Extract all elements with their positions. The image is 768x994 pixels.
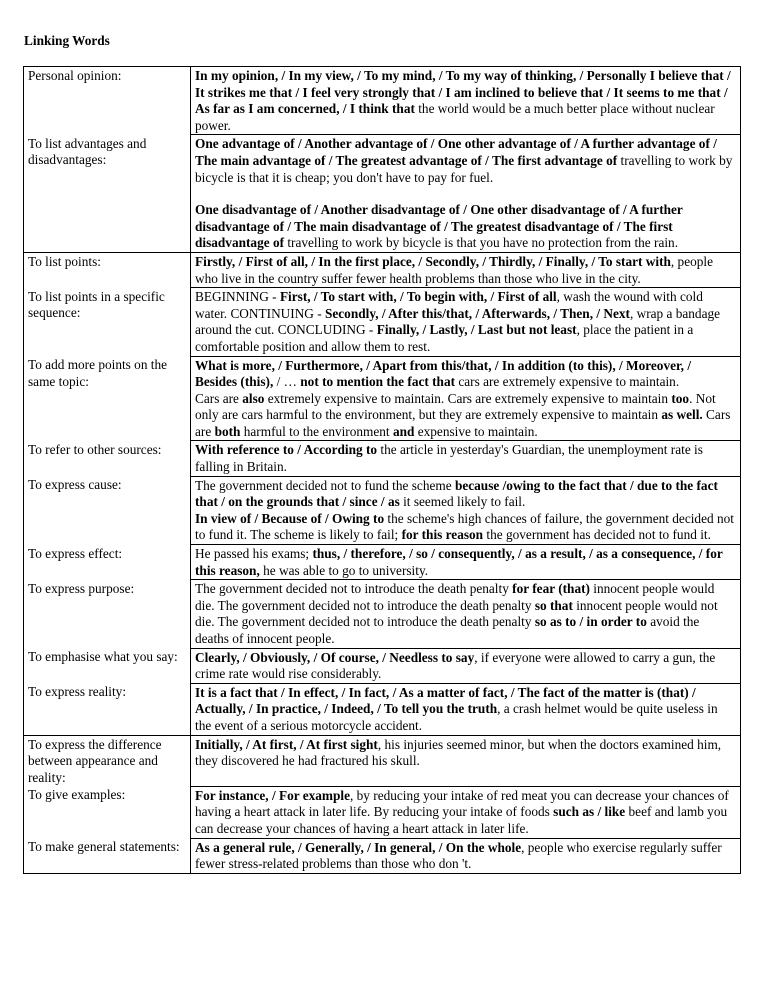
row-label-cell (24, 441, 191, 476)
example-text: expensive to maintain. (414, 423, 538, 439)
linking-phrase: It is a fact that / In effect, / In fact, / As a matter of fact, / The fact of the matter is (that) / Actually, / In practice, / Indeed, / To tell you the truth (195, 684, 696, 717)
linking-phrase: Secondly, / After this/that, / Afterwards, / Then, / Next (324, 305, 630, 321)
row-label-cell (24, 580, 191, 648)
table-row (24, 735, 741, 786)
row-label: Personal opinion: (28, 68, 122, 83)
example-text: , his injuries seemed minor, but when the doctors examined him, they discovered he had fractured his skull. (195, 736, 722, 769)
row-label-cell (24, 356, 191, 441)
row-label-cell (24, 288, 191, 356)
row-content-cell (191, 786, 741, 838)
example-text: , people who live in the country suffer fewer health problems than those who live in the city. (195, 253, 713, 286)
example-text: , a crash helmet would be quite useless in the event of a serious motorcycle accident. (195, 701, 718, 733)
table-row (24, 356, 741, 441)
row-label: To refer to other sources: (28, 441, 162, 457)
row-label-cell (24, 67, 191, 135)
row-label: To list points: (28, 253, 101, 269)
example-text: travelling to work by bicycle is that it is cheap; you don't have to pay for fuel. (195, 152, 733, 185)
row-label: To express reality: (28, 684, 127, 700)
row-content-cell (191, 67, 741, 135)
row-content-cell (191, 683, 741, 735)
table-row (24, 441, 741, 476)
row-example (195, 581, 736, 647)
row-example (195, 737, 736, 770)
linking-phrase: What is more, / Furthermore, / Apart from this/that, / In addition (to this), / Moreover, / Besides (this), (195, 357, 692, 390)
example-text: , wash the wound with cold water. CONTINUING - (195, 289, 703, 321)
linking-phrase: because /owing to the fact that / due to the fact that / on the grounds that / since / as (195, 477, 718, 510)
linking-phrase: Initially, / At first, / At first sight (195, 736, 378, 752)
table-row (24, 476, 741, 544)
linking-phrase: With reference to / According to (195, 442, 378, 458)
row-label: To list advantages and disadvantages: (28, 135, 147, 168)
row-content-cell (191, 545, 741, 580)
linking-phrase: Finally, / Lastly, / Last but not least (376, 322, 577, 338)
row-label: To make general statements: (28, 839, 180, 855)
linking-phrase: Clearly, / Obviously, / Of course, / Needless to say (195, 649, 475, 665)
page-title: Linking Words (24, 33, 110, 48)
row-label: To express effect: (28, 545, 123, 561)
row-content-cell (191, 580, 741, 648)
example-text: innocent people would not die. The government decided not to introduce the death penalty (195, 597, 718, 630)
row-label: To emphasise what you say: (28, 649, 178, 665)
table-row (24, 786, 741, 838)
row-label: To express purpose: (28, 580, 135, 596)
example-text: , by reducing your intake of red meat you can decrease your chances of having a heart attack in later life. By reducing your intake of foods (195, 787, 729, 820)
row-label-cell (24, 735, 191, 786)
row-example (195, 68, 736, 134)
row-content-cell (191, 648, 741, 683)
row-example (195, 546, 736, 579)
linking-phrase: as well. (661, 407, 703, 423)
row-content-cell (191, 135, 741, 253)
example-text: . Not only are cars harmful to the environment, but they are extremely expensive to maintain (195, 390, 716, 423)
row-example (195, 136, 736, 186)
example-text: he was able to go to university. (259, 562, 429, 578)
row-label: To express cause: (28, 477, 122, 493)
row-label: To list points in a specific sequence: (28, 288, 165, 321)
row-example (195, 685, 736, 735)
table-row (24, 252, 741, 287)
row-content-cell (191, 441, 741, 476)
table-row (24, 648, 741, 683)
row-example-secondary (195, 202, 736, 252)
row-content-cell (191, 735, 741, 786)
example-text: / … (273, 374, 301, 390)
linking-phrase: so as to / in order to (534, 614, 647, 630)
example-text: cars are extremely expensive to maintain. (455, 374, 680, 390)
example-text: He passed his exams; (195, 546, 313, 562)
table-row (24, 838, 741, 873)
linking-words-table (23, 66, 741, 874)
linking-phrase: not to mention the fact that (300, 374, 456, 390)
example-text: , if everyone were allowed to carry a gun, the crime rate would rise considerably. (195, 649, 716, 682)
row-label-cell (24, 135, 191, 253)
example-text: The government decided not to introduce the death penalty (195, 581, 513, 597)
row-example (195, 289, 736, 355)
row-label: To express the difference between appearance and reality: (28, 736, 162, 785)
example-text: , place the patient in a comfortable position and allow them to rest. (195, 322, 694, 354)
linking-phrase: For instance, / For example (195, 787, 350, 803)
linking-phrase: One advantage of / Another advantage of / One other advantage of / A further advantage of / The main advantage of / The greatest advantage of / The first advantage of (195, 136, 717, 168)
row-label-cell (24, 838, 191, 873)
row-example (195, 478, 736, 511)
row-content-cell (191, 838, 741, 873)
example-text: the government has decided not to fund it. (483, 527, 711, 543)
example-text: harmful to the environment (240, 423, 393, 439)
example-text: the scheme's high chances of failure, the government decided not to fund it. The scheme is likely to fail; (195, 510, 734, 543)
linking-phrase: First, / To start with, / To begin with, / First of all (279, 289, 557, 305)
row-label-cell (24, 545, 191, 580)
linking-phrase: also (242, 390, 265, 406)
example-text: travelling to work by bicycle is that you have no protection from the rain. (284, 235, 679, 251)
linking-phrase: so that (534, 597, 573, 613)
table-row (24, 545, 741, 580)
example-text: extremely expensive to maintain. Cars are extremely expensive to maintain (264, 390, 672, 406)
row-label-cell (24, 252, 191, 287)
row-example (195, 650, 736, 683)
row-content-cell (191, 356, 741, 441)
linking-phrase: Firstly, / First of all, / In the first place, / Secondly, / Thirdly, / Finally, / To start with (195, 253, 671, 269)
row-example-secondary (195, 511, 736, 544)
row-example-secondary (195, 391, 736, 441)
row-example (195, 442, 736, 475)
table-row (24, 580, 741, 648)
example-text: Cars are (195, 407, 731, 439)
row-example (195, 788, 736, 838)
linking-phrase: such as / like (553, 804, 626, 820)
row-label-cell (24, 648, 191, 683)
row-example (195, 358, 736, 391)
example-text: avoid the deaths of innocent people. (195, 614, 700, 646)
row-label-cell (24, 786, 191, 838)
example-text: the world would be a much better place without nuclear power. (195, 101, 715, 133)
example-text: the article in yesterday's Guardian, the unemployment rate is falling in Britain. (195, 442, 703, 475)
example-text: The government decided not to fund the scheme (195, 477, 455, 493)
row-content-cell (191, 476, 741, 544)
row-label: To add more points on the same topic: (28, 357, 168, 389)
row-label: To give examples: (28, 787, 126, 803)
example-text: innocent people would die. The government decided not to introduce the death penalty (195, 581, 715, 613)
row-label-cell (24, 476, 191, 544)
example-text: , people who exercise regularly suffer fewer stress-related problems than those who don 't. (195, 839, 722, 872)
linking-phrase: As a general rule, / Generally, / In general, / On the whole (195, 839, 522, 855)
linking-phrase: both (214, 423, 241, 439)
linking-phrase: and (392, 423, 415, 439)
linking-phrase: too (671, 390, 690, 406)
table-row (24, 288, 741, 356)
row-content-cell (191, 288, 741, 356)
example-text: BEGINNING - (195, 289, 280, 305)
table-row (24, 683, 741, 735)
example-text: Cars are (195, 390, 243, 406)
table-row (24, 135, 741, 253)
example-text: it seemed likely to fail. (399, 494, 526, 510)
linking-phrase: thus, / therefore, / so / consequently, / as a result, / as a consequence, / for this reason, (195, 546, 723, 578)
table-row (24, 67, 741, 135)
row-content-cell (191, 252, 741, 287)
linking-phrase: In my opinion, / In my view, / To my mind, / To my way of thinking, / Personally I believe that / It strikes me that / I feel very strongly that / I am inclined to believe that / It seems to me that / As far as I am concerned, / I think that (195, 68, 731, 117)
linking-phrase: for this reason (401, 527, 484, 543)
linking-phrase: for fear (that) (512, 581, 590, 597)
row-example (195, 254, 736, 287)
linking-phrase: One disadvantage of / Another disadvantage of / One other disadvantage of / A further disadvantage of / The main disadvantage of / The greatest disadvantage of / The first disadvantage of (195, 202, 683, 251)
row-example (195, 840, 736, 873)
row-label-cell (24, 683, 191, 735)
example-text: beef and lamb you can decrease your chances of having a heart attack in later life. (195, 804, 728, 837)
example-text: , wrap a bandage around the cut. CONCLUDING - (195, 305, 721, 338)
linking-phrase: In view of / Because of / Owing to (195, 510, 385, 526)
